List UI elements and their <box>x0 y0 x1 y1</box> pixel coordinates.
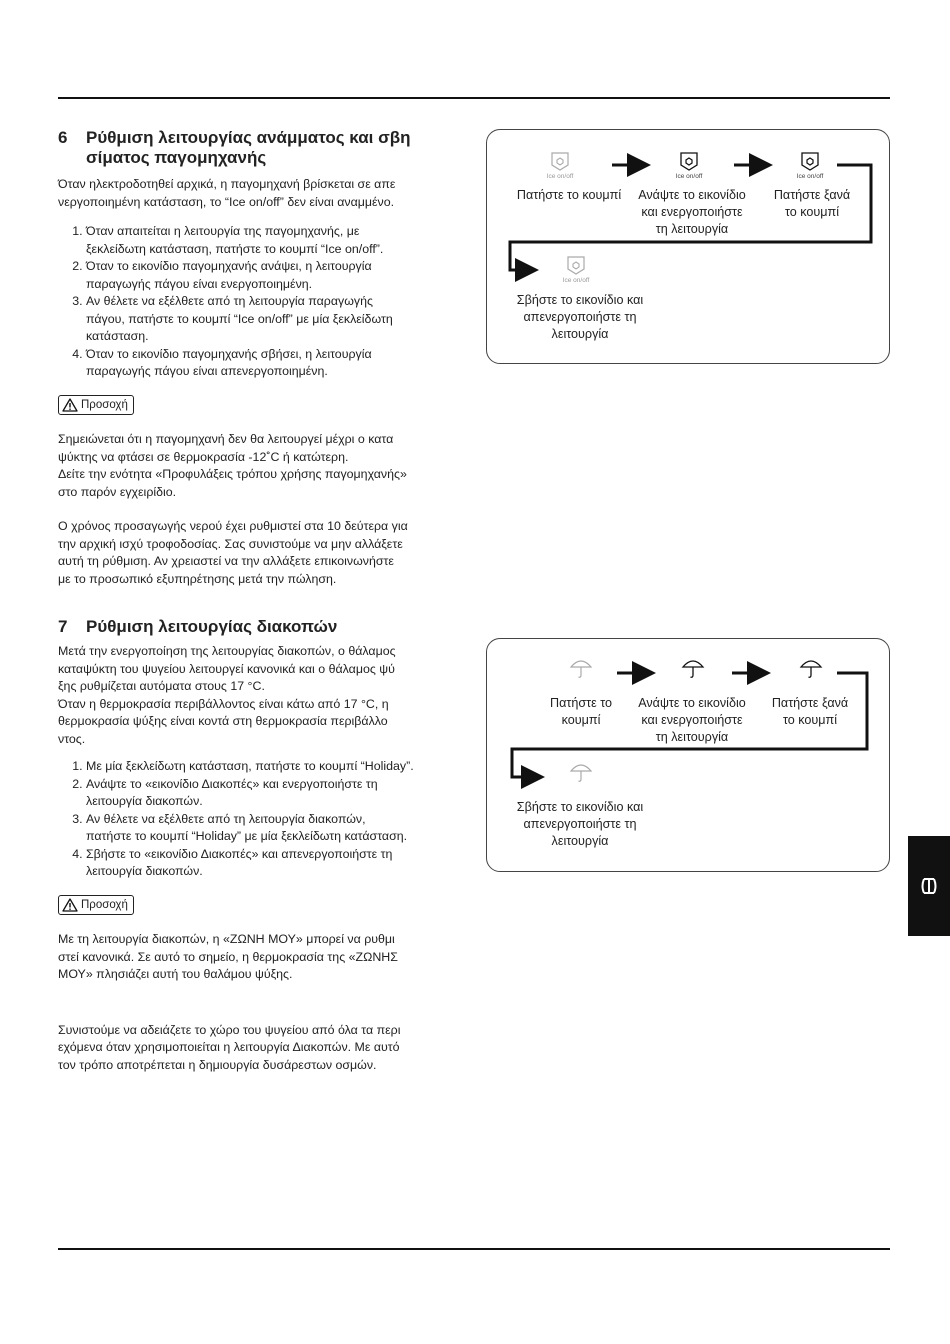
ice-icon-on <box>799 150 821 172</box>
umbrella-icon-off <box>569 759 593 783</box>
section-6 <box>58 128 468 588</box>
section-6-note-2: Ο χρόνος προσαγωγής νερού έχει ρυθμιστεί στα 10 δεύτερα για την αρχική ισχύ τροφοδοσίας. Σας συνιστούμε να μην αλλάξετε αυτή τη ρύθμιση. Αν χρειαστεί να την αλλάξετε επικοινωνήστε με το προσωπικό εξυπηρέτησης μετά την πώληση. <box>58 519 408 586</box>
language-tab <box>908 836 950 936</box>
step-label-off: Σβήστε το εικονίδιο και απενεργοποιήστε τη λειτουργία <box>516 293 644 342</box>
warning-icon <box>62 898 78 912</box>
section-7 <box>58 617 468 1074</box>
step-label-off: Σβήστε το εικονίδιο και απενεργοποιήστε τη λειτουργία <box>516 800 644 849</box>
umbrella-icon-off <box>569 655 593 679</box>
header-rule <box>58 97 890 99</box>
section-7-steps <box>58 758 468 881</box>
ice-icon-off <box>565 254 587 276</box>
caution-badge: Προσοχή <box>58 395 134 415</box>
warning-icon <box>62 398 78 412</box>
language-tab-glyph <box>920 876 938 896</box>
section-6-note-1: Σημειώνεται ότι η παγομηχανή δεν θα λειτουργεί μέχρι ο κατα ψύκτης να φτάσει σε θερμοκρασία -12˚C ή κατώτερη. Δείτε την ενότητα «Προφυλάξεις τρόπου χρήσης παγομηχανής» στο παρόν εγχειρίδιο. <box>58 432 407 499</box>
list-item: 4. Σβήστε το «εικονίδιο Διακοπές» και απενεργοποιήστε τη λειτουργία διακοπών. <box>86 846 468 881</box>
section-7-note-1: Με τη λειτουργία διακοπών, η «ΖΩΝΗ ΜΟΥ» μπορεί να ρυθμι στεί κανονικά. Σε αυτό το σημείο, η θερμοκρασία της «ΖΩΝΗΣ ΜΟΥ» πλησιάζει αυτή του θαλάμου ψύξης. <box>58 932 398 981</box>
ice-icon-off <box>549 150 571 172</box>
list-item: 1. Όταν απαιτείται η λειτουργία της παγομηχανής, με ξεκλείδωτη κατάσταση, πατήστε το κουμπί “Ice on/off”. <box>86 223 468 258</box>
ice-mode-diagram: Ice on/off Ice on/off Ice on/off Ice on/off Πατήστε το κουμπί Ανάψτε το εικονίδιο και ενεργοποιήστε τη λειτουργία Πατήστε ξανά το κουμπί Σβήστε το εικονίδιο και απενεργοποιήστε τη λειτουργία <box>486 129 890 364</box>
footer-rule <box>58 1248 890 1250</box>
umbrella-icon-on <box>681 655 705 679</box>
ice-icon-on <box>678 150 700 172</box>
step-label-press: Πατήστε το κουμπί <box>549 696 612 728</box>
section-6-steps <box>58 223 468 381</box>
section-6-title: 6 Ρύθμιση λειτουργίας ανάμματος και σβη σίματος παγομηχανής <box>58 128 411 167</box>
list-item: 3. Αν θέλετε να εξέλθετε από τη λειτουργία παραγωγής πάγου, πατήστε το κουμπί “Ice on/off” με μία ξεκλείδωτη κατάσταση. <box>86 293 468 346</box>
step-label-light: Ανάψτε το εικονίδιο και ενεργοποιήστε τη λειτουργία <box>638 696 746 745</box>
step-label-press: Πατήστε το κουμπί <box>516 188 622 202</box>
section-6-intro: Όταν ηλεκτροδοτηθεί αρχικά, η παγομηχανή βρίσκεται σε απε νεργοποιημένη κατάσταση, το “Ice on/off” δεν είναι αναμμένο. <box>58 177 396 209</box>
section-7-intro: Μετά την ενεργοποίηση της λειτουργίας διακοπών, ο θάλαμος καταψύκτη του ψυγείου λειτουργεί κανονικά και ο θάλαμος ψύ ξης ρυθμίζεται αυτόματα στους 17 °C. Όταν η θερμοκρασία περιβάλλοντος είναι κάτω από 17 °C, η θερμοκρασία ψύξης είναι κοντά στη θερμοκρασία περιβάλλο ντος. <box>58 644 396 746</box>
step-label-light: Ανάψτε το εικονίδιο και ενεργοποιήστε τη λειτουργία <box>638 188 746 237</box>
step-label-press-again: Πατήστε ξανά το κουμπί <box>773 188 851 220</box>
section-7-title: 7 Ρύθμιση λειτουργίας διακοπών <box>58 617 338 636</box>
section-7-note-2: Συνιστούμε να αδειάζετε το χώρο του ψυγείου από όλα τα περι εχόμενα όταν χρησιμοποιείται η λειτουργία Διακοπών. Με αυτό τον τρόπο αποτρέπεται η δημιουργία δυσάρεστων οσμών. <box>58 1022 401 1072</box>
list-item: 3. Αν θέλετε να εξέλθετε από τη λειτουργία διακοπών, πατήστε το κουμπί “Holiday” με μία ξεκλείδωτη κατάσταση. <box>86 811 468 846</box>
caution-badge: Προσοχή <box>58 895 134 915</box>
list-item: 1. Με μία ξεκλείδωτη κατάσταση, πατήστε το κουμπί “Holiday”. <box>86 758 468 776</box>
umbrella-icon-on <box>799 655 823 679</box>
list-item: 2. Όταν το εικονίδιο παγομηχανής ανάψει, η λειτουργία παραγωγής πάγου είναι ενεργοποιημένη. <box>86 258 468 293</box>
list-item: 2. Ανάψτε το «εικονίδιο Διακοπές» και ενεργοποιήστε τη λειτουργία διακοπών. <box>86 776 468 811</box>
holiday-mode-diagram <box>486 638 890 872</box>
step-label-press-again: Πατήστε ξανά το κουμπί <box>771 696 849 728</box>
list-item: 4. Όταν το εικονίδιο παγομηχανής σβήσει, η λειτουργία παραγωγής πάγου είναι απενεργοποιημένη. <box>86 346 468 381</box>
